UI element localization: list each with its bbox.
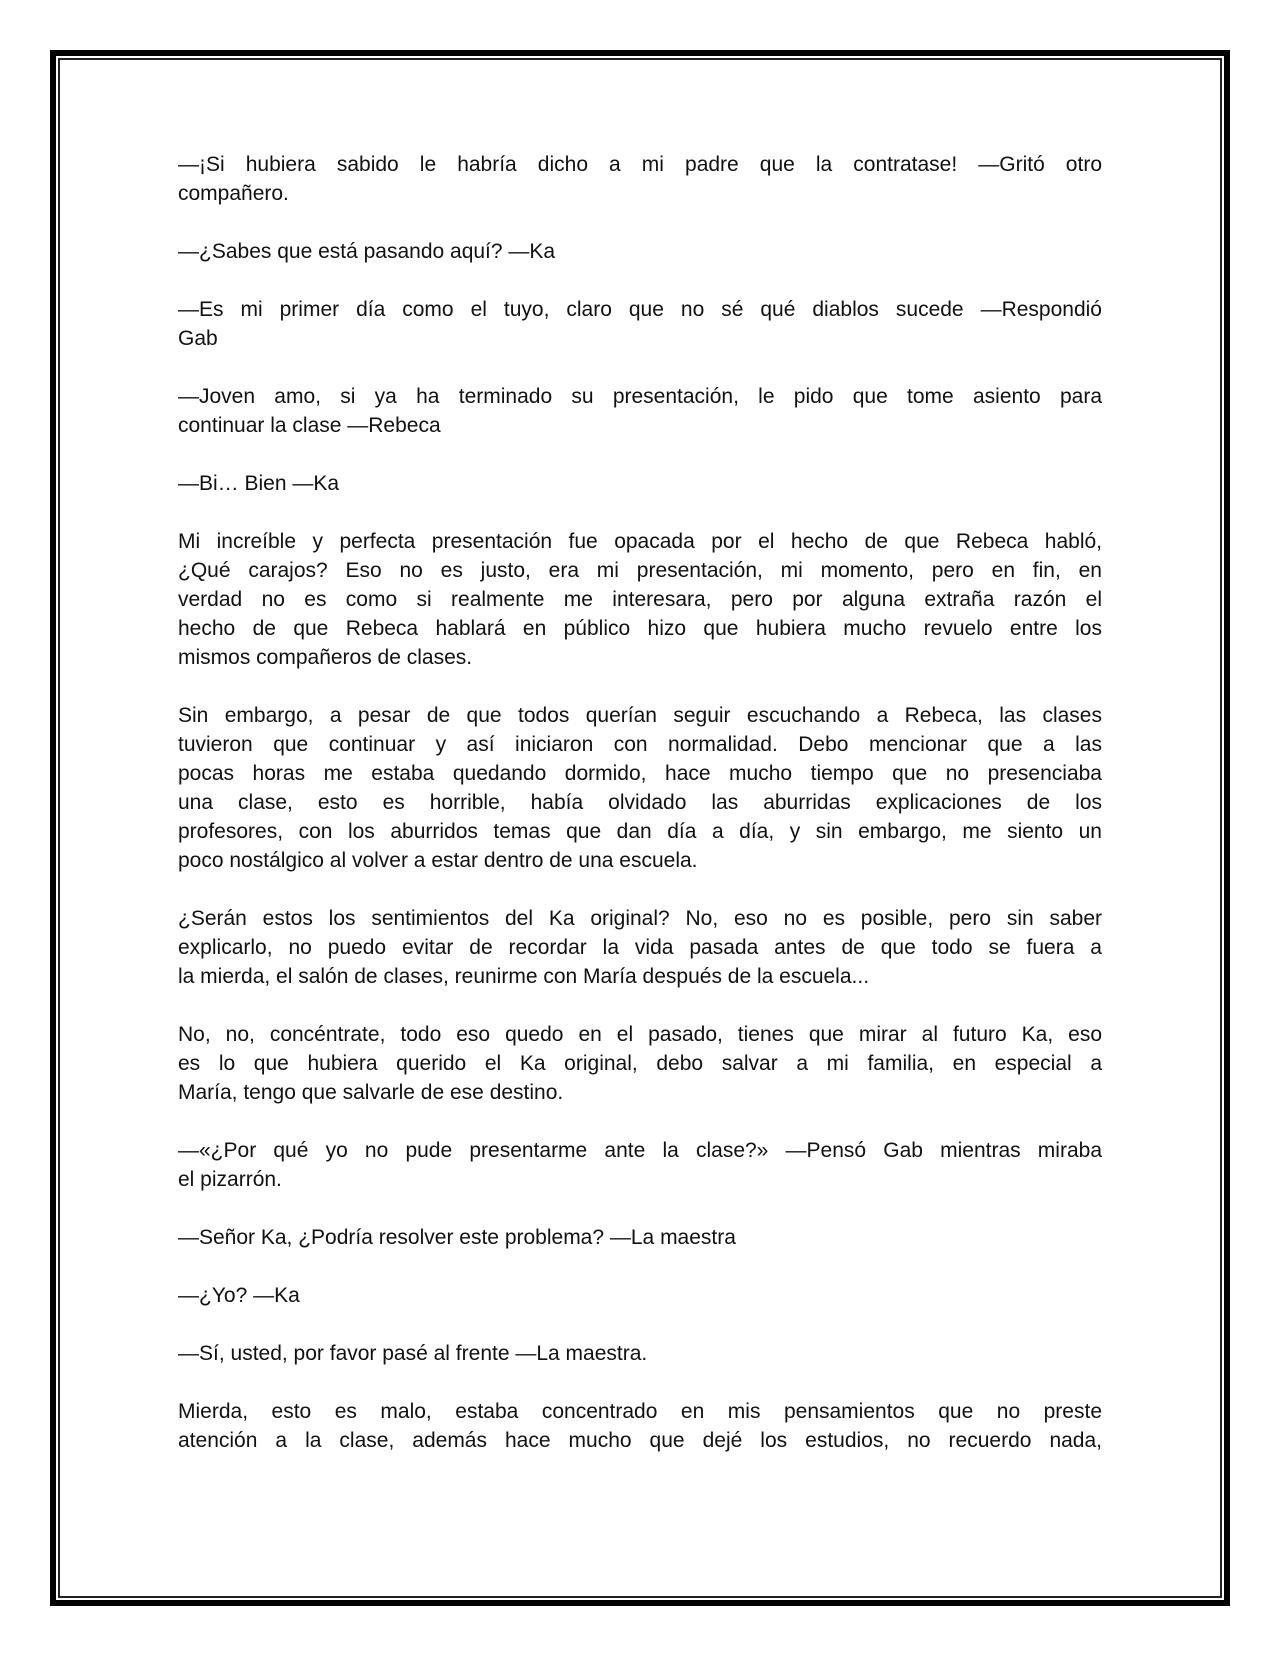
text-line: tuvieron que continuar y así iniciaron con normalidad. Debo mencionar que a las (178, 733, 1102, 756)
text-line: pocas horas me estaba quedando dormido, hace mucho tiempo que no presenciaba (178, 762, 1102, 785)
paragraph (178, 527, 1102, 672)
document-body (178, 150, 1102, 1484)
paragraph (178, 469, 1102, 498)
text-line: mismos compañeros de clases. (178, 646, 473, 669)
text-line: continuar la clase —Rebeca (178, 414, 441, 437)
text-line: —Bi… Bien —Ka (178, 472, 340, 495)
paragraph (178, 1281, 1102, 1310)
text-line: una clase, esto es horrible, había olvidado las aburridas explicaciones de los (178, 791, 1102, 814)
text-line: —«¿Por qué yo no pude presentarme ante la clase?» —Pensó Gab mientras miraba (178, 1139, 1102, 1162)
text-line: —¿Sabes que está pasando aquí? —Ka (178, 240, 556, 263)
text-line: María, tengo que salvarle de ese destino. (178, 1081, 564, 1104)
text-line: Mierda, esto es malo, estaba concentrado en mis pensamientos que no preste (178, 1400, 1102, 1423)
text-line: el pizarrón. (178, 1168, 282, 1191)
text-line: compañero. (178, 182, 289, 205)
text-line: Mi increíble y perfecta presentación fue opacada por el hecho de que Rebeca habló, (178, 530, 1102, 553)
text-line: explicarlo, no puedo evitar de recordar la vida pasada antes de que todo se fuera a (178, 936, 1102, 959)
paragraph (178, 904, 1102, 991)
text-line: poco nostálgico al volver a estar dentro de una escuela. (178, 849, 698, 872)
text-line: la mierda, el salón de clases, reunirme con María después de la escuela... (178, 965, 870, 988)
text-line: —Señor Ka, ¿Podría resolver este problema? —La maestra (178, 1226, 736, 1249)
text-line: Sin embargo, a pesar de que todos querían seguir escuchando a Rebeca, las clases (178, 704, 1102, 727)
text-line: Gab (178, 327, 218, 350)
text-line: verdad no es como si realmente me interesara, pero por alguna extraña razón el (178, 588, 1102, 611)
paragraph (178, 150, 1102, 208)
text-line: profesores, con los aburridos temas que dan día a día, y sin embargo, me siento un (178, 820, 1102, 843)
paragraph (178, 295, 1102, 353)
text-line: —Sí, usted, por favor pasé al frente —La maestra. (178, 1342, 648, 1365)
paragraph (178, 382, 1102, 440)
text-line: No, no, concéntrate, todo eso quedo en el pasado, tienes que mirar al futuro Ka, eso (178, 1023, 1102, 1046)
text-line: atención a la clase, además hace mucho que dejé los estudios, no recuerdo nada, (178, 1429, 1102, 1452)
text-line: —Es mi primer día como el tuyo, claro que no sé qué diablos sucede —Respondió (178, 298, 1102, 321)
paragraph (178, 1223, 1102, 1252)
text-line: es lo que hubiera querido el Ka original, debo salvar a mi familia, en especial a (178, 1052, 1102, 1075)
paragraph (178, 1020, 1102, 1107)
paragraph (178, 237, 1102, 266)
text-line: —Joven amo, si ya ha terminado su presentación, le pido que tome asiento para (178, 385, 1102, 408)
text-line: hecho de que Rebeca hablará en público hizo que hubiera mucho revuelo entre los (178, 617, 1102, 640)
paragraph (178, 1397, 1102, 1455)
text-line: —¡Si hubiera sabido le habría dicho a mi padre que la contratase! —Gritó otro (178, 153, 1102, 176)
text-line: —¿Yo? —Ka (178, 1284, 300, 1307)
paragraph (178, 1136, 1102, 1194)
text-line: ¿Serán estos los sentimientos del Ka original? No, eso no es posible, pero sin saber (178, 907, 1102, 930)
text-line: ¿Qué carajos? Eso no es justo, era mi presentación, mi momento, pero en fin, en (178, 559, 1102, 582)
paragraph (178, 701, 1102, 875)
paragraph (178, 1339, 1102, 1368)
